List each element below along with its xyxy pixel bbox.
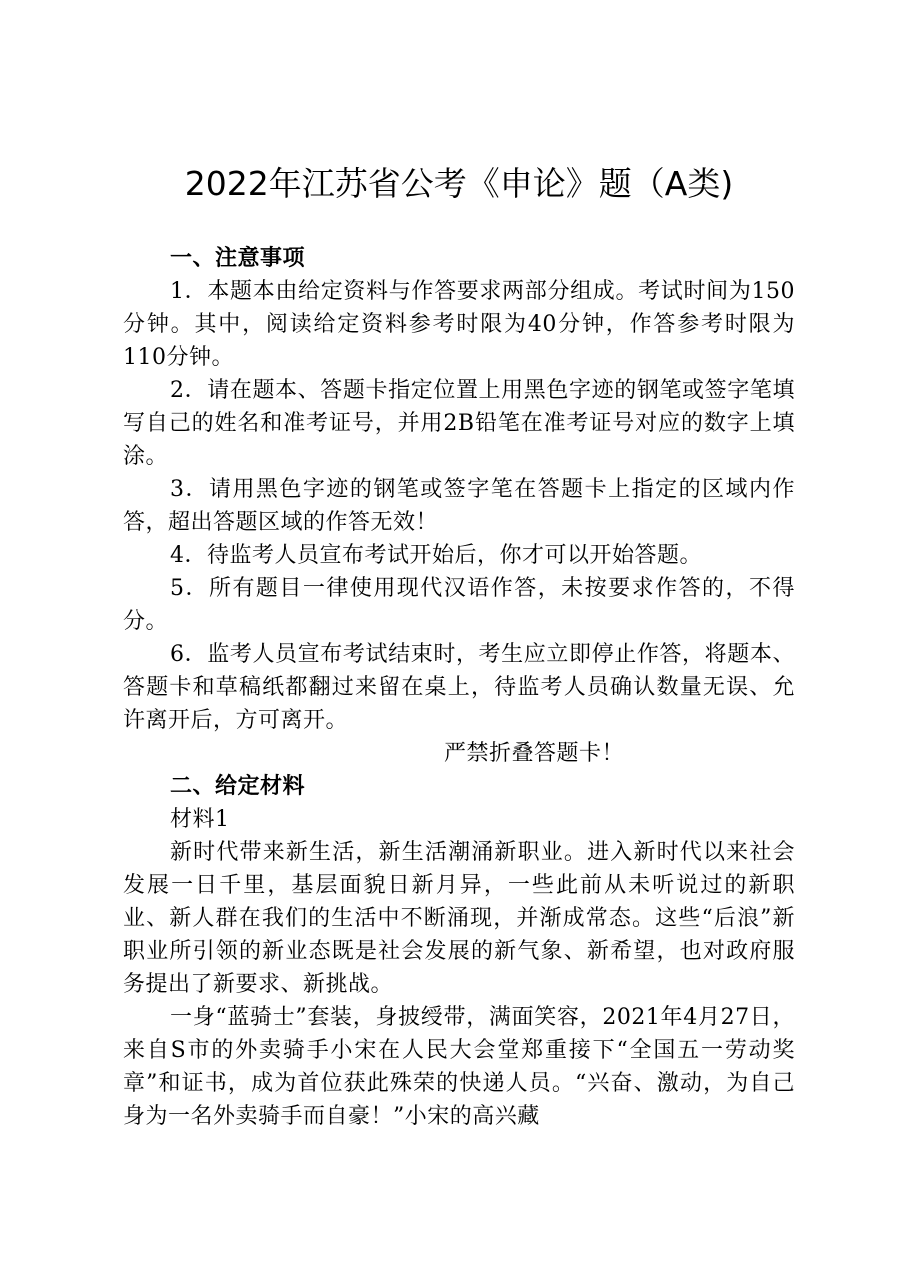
notes-item-5: 5．所有题目一律使用现代汉语作答，未按要求作答的，不得分。 bbox=[123, 576, 795, 634]
material-paragraph-1: 新时代带来新生活，新生活潮涌新职业。进入新时代以来社会发展一日千里，基层面貌日新月异，一些此前从未听说过的新职业、新人群在我们的生活中不断涌现，并渐成常态。这些“后浪”新职业所引领的新业态既是社会发展的新气象、新希望，也对政府服务提出了新要求、新挑战。 bbox=[123, 840, 795, 997]
section-heading-materials: 二、给定材料 bbox=[170, 774, 306, 799]
document-title: 2022年江苏省公考《申论》题（A类) bbox=[184, 164, 734, 203]
notes-item-1: 1．本题本由给定资料与作答要求两部分组成。考试时间为150分钟。其中，阅读给定资料参考时限为40分钟，作答参考时限为110分钟。 bbox=[123, 279, 795, 370]
notes-item-3: 3．请用黑色字迹的钢笔或签字笔在答题卡上指定的区域内作答，超出答题区域的作答无效！ bbox=[123, 477, 795, 535]
section-heading-notes: 一、注意事项 bbox=[170, 246, 306, 271]
warning-line: 严禁折叠答题卡！ bbox=[443, 741, 624, 766]
notes-item-4: 4．待监考人员宣布考试开始后，你才可以开始答题。 bbox=[170, 543, 702, 568]
material-paragraph-2: 一身“蓝骑士”套装，身披绶带，满面笑容，2021年4月27日，来自S市的外卖骑手小宋在人民大会堂郑重接下“全国五一劳动奖章”和证书，成为首位获此殊荣的快递人员。“兴奋、激动，为自己身为一名外卖骑手而自豪！”小宋的高兴藏 bbox=[123, 1005, 795, 1129]
notes-item-6: 6．监考人员宣布考试结束时，考生应立即停止作答，将题本、答题卡和草稿纸都翻过来留在桌上，待监考人员确认数量无误、允许离开后，方可离开。 bbox=[123, 642, 795, 733]
notes-item-2: 2．请在题本、答题卡指定位置上用黑色字迹的钢笔或签字笔填写自己的姓名和准考证号，并用2B铅笔在准考证号对应的数字上填涂。 bbox=[123, 378, 795, 469]
material-label: 材料1 bbox=[170, 807, 230, 832]
document-body bbox=[123, 242, 795, 1133]
